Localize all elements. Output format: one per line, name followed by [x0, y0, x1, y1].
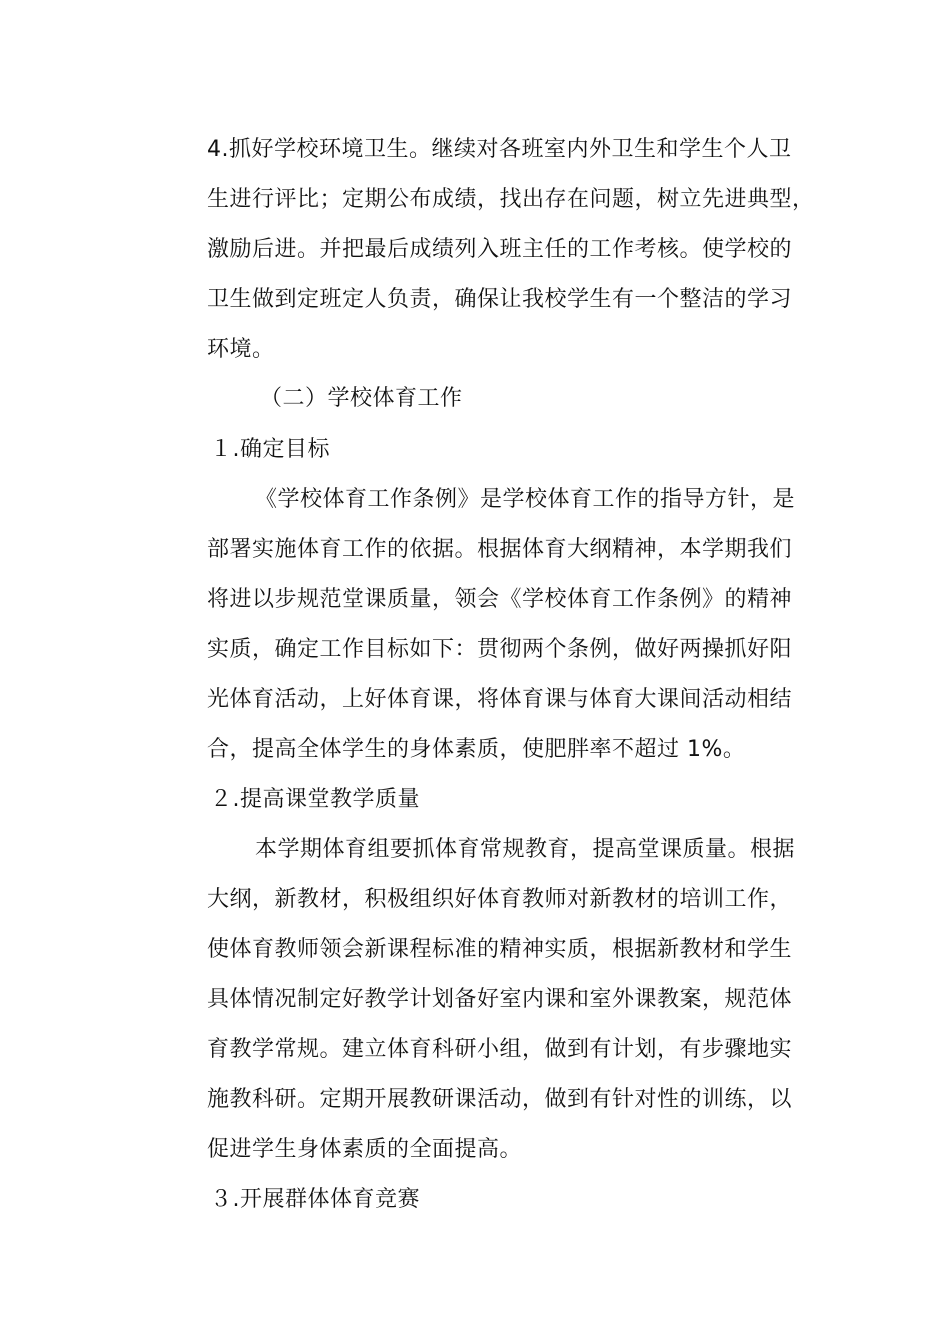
- paragraph-line: 施教科研。定期开展教研课活动，做到有针对性的训练，以: [207, 1087, 793, 1112]
- item-title: ３.开展群体体育竞赛: [210, 1187, 420, 1212]
- paragraph-line: 合，提高全体学生的身体素质，使肥胖率不超过 1%。: [207, 737, 746, 762]
- paragraph-line: 使体育教师领会新课程标准的精神实质，根据新教材和学生: [207, 937, 793, 962]
- paragraph-line: 大纲，新教材，积极组织好体育教师对新教材的培训工作，: [207, 887, 793, 912]
- paragraph-line: 《学校体育工作条例》是学校体育工作的指导方针，是: [255, 487, 796, 512]
- paragraph-line: 4.抓好学校环境卫生。继续对各班室内外卫生和学生个人卫: [207, 137, 792, 162]
- paragraph-line: 激励后进。并把最后成绩列入班主任的工作考核。使学校的: [207, 237, 793, 262]
- paragraph-line: 环境。: [207, 337, 275, 362]
- paragraph-line: 实质，确定工作目标如下：贯彻两个条例，做好两操抓好阳: [207, 637, 793, 662]
- paragraph-line: 本学期体育组要抓体育常规教育，提高堂课质量。根据: [255, 837, 796, 862]
- paragraph-line: 将进以步规范堂课质量，领会《学校体育工作条例》的精神: [207, 587, 793, 612]
- item-title: ２.提高课堂教学质量: [210, 787, 420, 812]
- paragraph-line: 促进学生身体素质的全面提高。: [207, 1137, 523, 1162]
- paragraph-line: 具体情况制定好教学计划备好室内课和室外课教案，规范体: [207, 987, 793, 1012]
- paragraph-line: 部署实施体育工作的依据。根据体育大纲精神，本学期我们: [207, 537, 793, 562]
- paragraph-line: 卫生做到定班定人负责，确保让我校学生有一个整洁的学习: [207, 287, 793, 312]
- paragraph-line: 生进行评比；定期公布成绩，找出存在问题，树立先进典型，: [207, 187, 815, 212]
- paragraph-line: 光体育活动，上好体育课，将体育课与体育大课间活动相结: [207, 687, 793, 712]
- section-heading: （二）学校体育工作: [260, 386, 463, 411]
- item-title: １.确定目标: [210, 437, 330, 462]
- paragraph-line: 育教学常规。建立体育科研小组，做到有计划，有步骤地实: [207, 1037, 793, 1062]
